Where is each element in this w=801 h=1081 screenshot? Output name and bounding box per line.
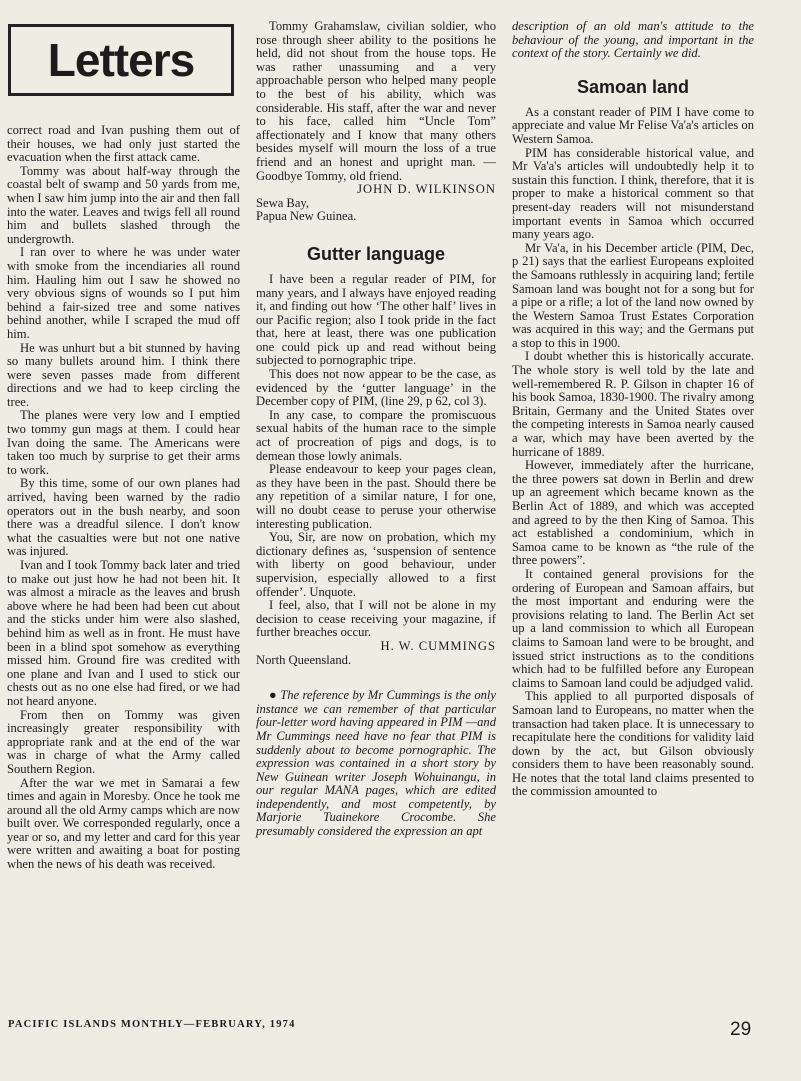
letter-location: Sewa Bay, [256, 195, 310, 210]
paragraph: Ivan and I took Tommy back later and tried to make out just how he had not been hit. It was almost a miracle as the leaves and brush above where he had been had been cut about and the sticks under him were also slashed, behind him as well as in front. He must have been in a blind spot somehow as everything missed him. Ground fire was credited with one plane and Ivan and I used to stick our chests out as no one else had fired, or we had not heard anyone. [7, 558, 240, 708]
section-title: Letters [47, 34, 195, 86]
paragraph: He was unhurt but a bit stunned by having so many bullets around him. I think there were seven passes made from different directions and we had to keep circling the tree. [7, 340, 240, 409]
column-1 [7, 124, 240, 872]
page-footer: PACIFIC ISLANDS MONTHLY—FEBRUARY, 1974 [8, 1019, 296, 1030]
paragraph: However, immediately after the hurricane, the three powers sat down in Berlin and drew up an agreement which became known as the Berlin Act of 1889, and which was accepted and agreed to by the then King of Samoa. This act established a condominium, which in Samoa came to be known as “the rule of the three powers”. [512, 458, 754, 568]
paragraph: The planes were very low and I emptied two tommy gun mags at them. I could hear Ivan doing the same. The Americans were taken too much by surprise to get their arms to work. [7, 408, 240, 477]
paragraph: I doubt whether this is historically accurate. The whole story is well told by the late and well-remembered R. P. Gilson in chapter 16 of his book Samoa, 1830-1900. The rivalry among Britain, Germany and the United States over the competing interests in Samoa nearly caused a war, which may have been averted by the hurricane of 1889. [512, 349, 754, 459]
heading-samoan-land: Samoan land [576, 76, 690, 97]
letter-signature: JOHN D. WILKINSON [357, 182, 496, 197]
paragraph: PIM has considerable historical value, and Mr Va'a's articles will undoubtedly help it to sustain this function. I think, therefore, that it is proper to make a historical comment so that present-day readers will not misunderstand important events in Samoa which occurred many years ago. [512, 145, 754, 242]
paragraph: I feel, also, that I will not be alone in my decision to cease receiving your magazine, if further breaches occur. [256, 598, 496, 640]
page-number: 29 [730, 1019, 752, 1040]
editor-note [256, 689, 496, 839]
editor-note-continued [512, 20, 754, 61]
letter-signature: H. W. CUMMINGS [380, 638, 496, 653]
letter-location: North Queensland. [256, 652, 352, 667]
paragraph: correct road and Ivan pushing them out of their houses, we had only just started the evacuation when the first attack came. [7, 123, 240, 165]
paragraph: In any case, to compare the promiscuous sexual habits of the human race to the simple act of procreation of pigs and dogs, is to demean those lowly animals. [256, 407, 496, 463]
editor-note-text: description of an old man's attitude to the behaviour of the young, and important in the context of the story. Certainly we did. [512, 19, 754, 61]
letter-location: Papua New Guinea. [256, 209, 357, 224]
paragraph: This does not now appear to be the case, as evidenced by the ‘gutter language’ in the December copy of PIM, (line 29, p 62, col 3). [256, 367, 496, 409]
paragraph: Please endeavour to keep your pages clean, as they have been in the past. Should there be any repetition of a similar nature, I for one, will no doubt cease to peruse your otherwise interesting publication. [256, 462, 496, 531]
paragraph: You, Sir, are now on probation, which my dictionary defines as, ‘suspension of sentence with liberty on good behaviour, under supervision, especially allowed to a first offender’. Unquote. [256, 530, 496, 599]
paragraph: It contained general provisions for the ordering of European and Samoan affairs, but the most important and enduring were the provisions relating to land. The Berlin Act set up a land commission to which all European claims to Samoan land were to be brought, and issued strict instructions as to the conditions which had to be fulfilled before any European claims to Samoan land could be adjudged valid. [512, 566, 754, 690]
paragraph: As a constant reader of PIM I have come to appreciate and value Mr Felise Va'a's articles on Western Samoa. [512, 104, 754, 146]
paragraph: Tommy was about half-way through the coastal belt of swamp and 50 yards from me, when I saw him jump into the air and then fall into the water. Leaves and twigs fell all round him and bullets slashed through the undergrowth. [7, 163, 240, 246]
paragraph: From then on Tommy was given increasingly greater responsibility with appropriate rank and at the end of the war was in charge of what the Army called Southern Region. [7, 707, 240, 776]
section-title-box [8, 24, 234, 96]
paragraph: By this time, some of our own planes had arrived, having been warned by the radio operators out in the bush nearby, and soon there was a dreadful silence. I don't know what the casualties were but not one native was injured. [7, 476, 240, 559]
paragraph: I have been a regular reader of PIM, for many years, and I always have enjoyed reading it, and finding out how ‘The other half’ lives in our Pacific region; also I took pride in the fact that, here at least, there was one publication one could pick up and read without being subjected to pornographic tripe. [256, 271, 496, 368]
paragraph: Tommy Grahamslaw, civilian soldier, who rose through sheer ability to the positions he held, did not shout from the house tops. He was rather unassuming and a very approachable person who helped many people to the best of his ability, which was considerable. His staff, after the war and never to his face, called him “Uncle Tom” affectionately and I know that many others besides myself will mourn the loss of a true friend and an honest and upright man. —Goodbye Tommy, old friend. [256, 19, 496, 183]
editor-note-text: The reference by Mr Cummings is the only instance we can remember of that particular four-letter word having appeared in PIM —and Mr Cummings need have no fear that PIM is suddenly about to become pornographic. The expression was contained in a short story by New Guinean writer Joseph Wohuinangu, in our regular MANA pages, which are edited independently, and most competently, by Marjorie Tuainekore Crocombe. She presumably considered the expression an apt [256, 688, 497, 839]
paragraph: I ran over to where he was under water with smoke from the incendiaries all round him. Hauling him out I saw he showed no very obvious signs of wounds so I put him behind a fair-sized tree and some natives behind another, while I scraped the mud off him. [7, 245, 240, 341]
heading-gutter-language: Gutter language [306, 243, 445, 264]
paragraph: This applied to all purported disposals of Samoan land to Europeans, no matter when the transaction had taken place. It is unnecessary to recapitulate here the conditions for validity laid down by the act, but Gilson obviously considers them to have been reasonably sound. He notes that the total land claims presented to the commission amounted to [512, 689, 754, 799]
paragraph: After the war we met in Samarai a few times and again in Moresby. Once he took me around all the old Army camps which are now built over. We corresponded regularly, once a year or so, and my letter and card for this year were written and awaiting a boat for posting when the news of his death was received. [7, 775, 240, 872]
column-3 [512, 20, 754, 799]
column-2 [256, 20, 496, 839]
bullet-icon: ● [269, 688, 277, 703]
paragraph: Mr Va'a, in his December article (PIM, Dec, p 21) says that the earliest Europeans exploited the Samoans ruthlessly in acquiring land; fertile Samoan land was bought not for a song but for a pipe or a rifle; a lot of the land now owned by the Western Samoa Trust Estates Corporation was acquired in this way; and the Germans put a stop to this in 1900. [512, 240, 754, 350]
